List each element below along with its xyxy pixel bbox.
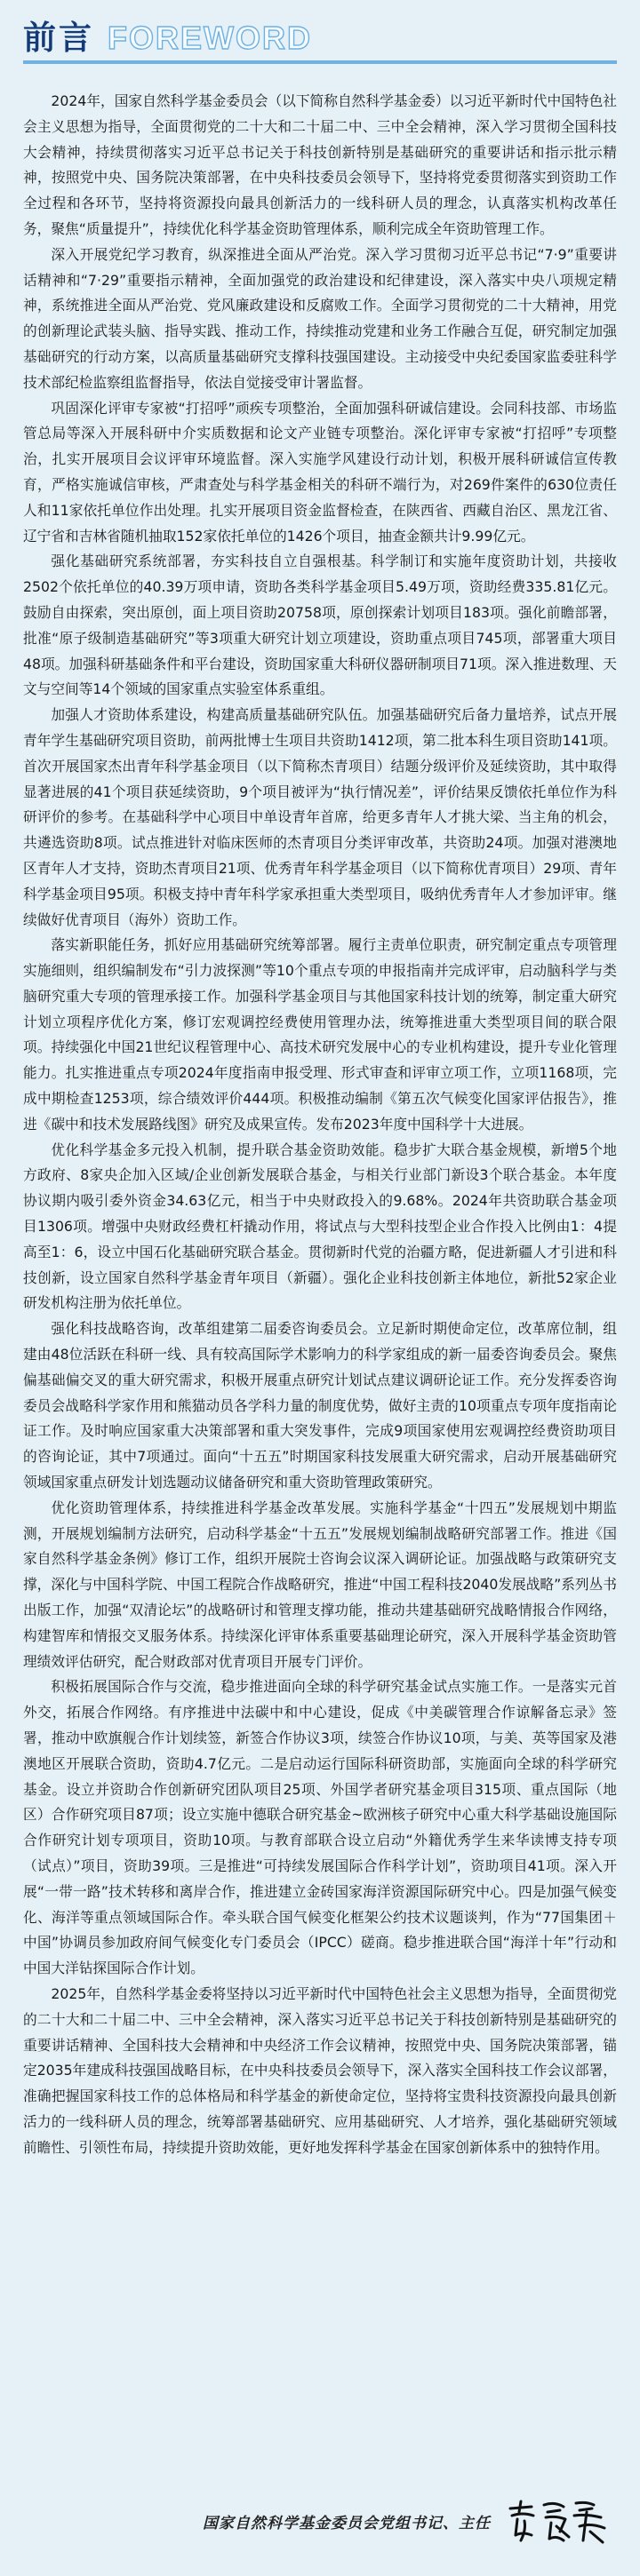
foreword-header xyxy=(23,12,617,68)
paragraph: 巩固深化评审专家被“打招呼”顽疾专项整治，全面加强科研诚信建设。会同科技部、市场监管总局等深入开展科研中介实质数据和论文产业链专项整治。深化评审专家被“打招呼”专项整治，扎实开展项目会议评审环境监督。深入实施学风建设行动计划，积极开展科研诚信宣传教育，严格实施诚信审核，严肃查处与科学基金相关的科研不端行为，对269件案件的630位责任人和11家依托单位作出处理。扎实开展项目资金监督检查，在陕西省、西藏自治区、黑龙江省、辽宁省和吉林省随机抽取152家依托单位的1426个项目，抽查金额共计9.99亿元。 xyxy=(23,399,617,545)
paragraph: 优化科学基金多元投入机制，提升联合基金资助效能。稳步扩大联合基金规模，新增5个地方政府、8家央企加入区域/企业创新发展联合基金，与相关行业部门新设3个联合基金。本年度协议期内吸引委外资金34.63亿元，相当于中央财政投入的9.68%。2024年共资助联合基金项目1306项。增强中央财政经费杠杆撬动作用，将试点与大型科技型企业合作投入比例由1：4提高至1：6，设立中国石化基础研究联合基金。贯彻新时代党的治疆方略，促进新疆人才引进和科技创新，设立国家自然科学基金青年项目（新疆）。强化企业科技创新主体地位，新批52家企业研发机构注册为依托单位。 xyxy=(23,1141,617,1312)
title-underline xyxy=(23,60,617,64)
paragraph: 强化基础研究系统部署，夯实科技自立自强根基。科学制订和实施年度资助计划，共接收2502个依托单位的40.39万项申请，资助各类科学基金项目5.49万项，资助经费335.81亿元。鼓励自由探索，突出原创，面上项目资助20758项，原创探索计划项目183项。强化前瞻部署，批准“原子级制造基础研究”等3项重大研究计划立项建设，资助重点项目745项，部署重大项目48项。加强科研基础条件和平台建设，资助国家重大科研仪器研制项目71项。深入推进数理、天文与空间等14个领域的国家重点实验室体系重组。 xyxy=(23,553,617,698)
handwritten-signature xyxy=(505,2496,610,2546)
paragraph: 2024年，国家自然科学基金委员会（以下简称自然科学基金委）以习近平新时代中国特色社会主义思想为指导，全面贯彻党的二十大和二十届二中、三中全会精神，深入学习贯彻全国科技大会精神，持续贯彻落实习近平总书记关于科技创新特别是基础研究的重要讲话和指示批示精神，按照党中央、国务院决策部署，在中央科技委员会领导下，坚持将党委贯彻落实到资助工作全过程和各环节，坚持将资源投向最具创新活力的一线科研人员的理念，认真落实机构改革任务，聚焦“质量提升”，持续优化科学基金资助管理体系，顺利完成全年资助管理工作。 xyxy=(23,92,617,237)
paragraph: 2025年，自然科学基金委将坚持以习近平新时代中国特色社会主义思想为指导，全面贯彻党的二十大和二十届二中、三中全会精神，深入落实习近平总书记关于科技创新特别是基础研究的重要讲话精神、全国科技大会精神和中央经济工作会议精神，按照党中央、国务院决策部署，锚定2035年建成科技强国战略目标，在中央科技委员会领导下，深入落实全国科技工作会议部署，准确把握国家科技工作的总体格局和科学基金的新使命定位，坚持将宝贵科技资源投向最具创新活力的一线科研人员的理念，统筹部署基础研究、应用基础研究、人才培养，强化基础研究领域前瞻性、引领性布局，持续提升资助效能，更好地发挥科学基金在国家创新体系中的独特作用。 xyxy=(23,1984,617,2156)
paragraph: 加强人才资助体系建设，构建高质量基础研究队伍。加强基础研究后备力量培养，试点开展青年学生基础研究项目资助，前两批博士生项目共资助1412项，第二批本科生项目资助141项。首次开展国家杰出青年科学基金项目（以下简称杰青项目）结题分级评价及延续资助，其中取得显著进展的41个项目获延续资助，9个项目被评为“执行情况差”，评价结果反馈依托单位作为科研评价的参考。在基础科学中心项目中单设青年首席，给更多青年人才挑大梁、当主角的机会，共遴选资助8项。试点推进针对临床医师的杰青项目分类评审改革，共资助24项。加强对港澳地区青年人才支持，资助杰青项目21项、优秀青年科学基金项目（以下简称优青项目）29项、青年科学基金项目95项。积极支持中青年科学家承担重大类型项目，吸纳优秀青年人才参加评审。继续做好优青项目（海外）资助工作。 xyxy=(23,706,617,928)
paragraph: 强化科技战略咨询，改革组建第二届委咨询委员会。立足新时期使命定位，改革席位制，组建由48位活跃在科研一线、具有较高国际学术影响力的科学家组成的新一届委咨询委员会。聚焦偏基础偏交叉的重大研究需求，积极开展重点研究计划试点建议调研论证工作。充分发挥委咨询委员会战略科学家作用和熊猫动员各学科力量的制度优势，做好主责的10项重点专项年度指南论证工作。及时响应国家重大决策部署和重大突发事件，完成9项国家使用宏观调控经费资助项目的咨询论证，其中7项通过。面向“十五五”时期国家科技发展重大研究需求，启动开展基础研究领域国家重点研发计划选题动议储备研究和重大资助管理政策研究。 xyxy=(23,1320,617,1491)
paragraph: 优化资助管理体系，持续推进科学基金改革发展。实施科学基金“十四五”发展规划中期监测，开展规划编制方法研究，启动科学基金“十五五”发展规划编制战略研究部署工作。推进《国家自然科学基金条例》修订工作，组织开展院士咨询会议深入调研论证。加强战略与政策研究支撑，深化与中国科学院、中国工程院合作战略研究，推进“中国工程科技2040发展战略”系列丛书出版工作，加强“双清论坛”的战略研讨和管理支撑功能，推动共建基础研究战略情报合作网络，构建智库和情报交叉服务体系。持续深化评审体系重要基础理论研究，深入开展科学基金资助管理绩效评估研究，配合财政部对优青项目开展专门评价。 xyxy=(23,1499,617,1670)
signer-title: 国家自然科学基金委员会党组书记、主任 xyxy=(203,2514,491,2532)
signature-block xyxy=(203,2494,610,2548)
page-title: 前言 xyxy=(23,19,94,57)
page-title-english: FOREWORD xyxy=(108,20,312,56)
paragraph: 落实新职能任务，抓好应用基础研究统筹部署。履行主责单位职责，研究制定重点专项管理实施细则，组织编制发布“引力波探测”等10个重点专项的申报指南并完成评审，启动脑科学与类脑研究重大专项的管理承接工作。加强科学基金项目与其他国家科技计划的统筹，制定重大研究计划立项程序优化方案，修订宏观调控经费使用管理办法，统筹推进重大类型项目间的联合限项。持续强化中国21世纪议程管理中心、高技术研究发展中心的专业机构建设，提升专业化管理能力。扎实推进重点专项2024年度指南申报受理、形式审查和评审立项工作，立项1168项，完成中期检查1253项，综合绩效评价444项。积极推动编制《第五次气候变化国家评估报告》，推进《碳中和技术发展路线图》研究及成果宣传。发布2023年度中国科学十大进展。 xyxy=(23,936,617,1133)
paragraph: 深入开展党纪学习教育，纵深推进全面从严治党。深入学习贯彻习近平总书记“7·9”重要讲话精神和“7·29”重要指示精神，全面加强党的政治建设和纪律建设，深入落实中央八项规定精神，系统推进全面从严治党、党风廉政建设和反腐败工作。全面学习贯彻党的二十大精神，用党的创新理论武装头脑、指导实践、推动工作，持续推动党建和业务工作融合互促，研究制定加强基础研究的行动方案，以高质量基础研究支撑科技强国建设。主动接受中央纪委国家监委驻科学技术部纪检监察组监督指导，依法自觉接受审计署监督。 xyxy=(23,245,617,391)
foreword-body xyxy=(23,89,617,2161)
paragraph: 积极拓展国际合作与交流，稳步推进面向全球的科学研究基金试点实施工作。一是落实元首外交，拓展合作网络。有序推进中法碳中和中心建设，促成《中美碳管理合作谅解备忘录》签署，推动中欧旗舰合作计划续签，新签合作协议3项，续签合作协议10项，与美、英等国家及港澳地区开展联合资助，资助4.7亿元。二是启动运行国际科研资助部，实施面向全球的科学研究基金。设立并资助合作创新研究团队项目25项、外国学者研究基金项目315项、重点国际（地区）合作研究项目87项；设立实施中德联合研究基金~欧洲核子研究中心重大科学基础设施国际合作研究计划专项项目，资助10项。与教育部联合设立启动“外籍优秀学生来华读博支持专项（试点）”项目，资助39项。三是推进“可持续发展国际合作科学计划”，资助项目41项。深入开展“一带一路”技术转移和离岸合作，推进建立金砖国家海洋资源国际研究中心。四是加强气候变化、海洋等重点领域国际合作。牵头联合国气候变化框架公约技术议题谈判，作为“77国集团＋中国”协调员参加政府间气候变化专门委员会（IPCC）磋商。稳步推进联合国“海洋十年”行动和中国大洋钻探国际合作计划。 xyxy=(23,1678,617,1977)
